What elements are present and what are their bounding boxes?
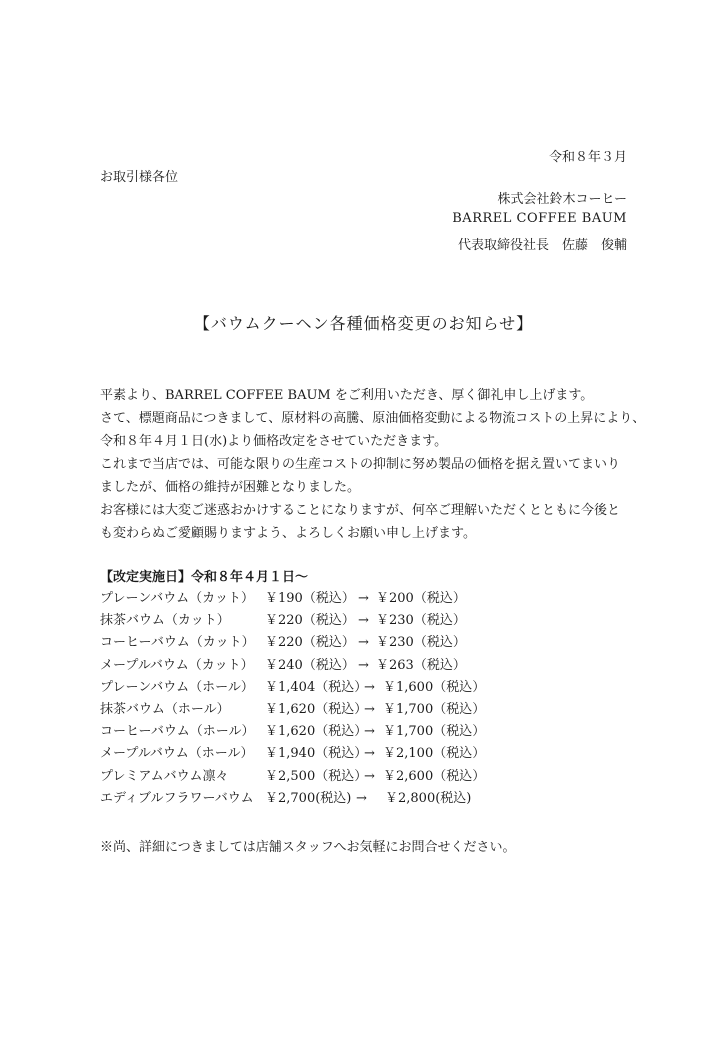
- recipient-line: お取引様各位: [100, 170, 179, 185]
- product-name: コーヒーバウム（カット）: [100, 635, 255, 651]
- price-row: [100, 588, 520, 610]
- sender-representative: 代表取締役社長 佐藤 俊輔: [457, 238, 627, 253]
- schedule-heading: 【改定実施日】令和８年４月１日～: [100, 570, 309, 585]
- body-line: お客様には大変ご迷惑おかけすることになりますが、何卒ご理解いただくとともに今後と: [100, 503, 621, 518]
- old-price: ￥190（税込）: [265, 591, 355, 606]
- body-line: さて、標題商品につきまして、原材料の高騰、原油価格変動による物流コストの上昇により、: [100, 411, 646, 426]
- body-line: 平素より、BARREL COFFEE BAUM をご利用いただき、厚く御礼申し上げます。: [100, 388, 594, 403]
- arrow-icon: →: [358, 635, 369, 651]
- sender-shop-name: BARREL COFFEE BAUM: [452, 211, 627, 226]
- price-row: [100, 766, 520, 788]
- arrow-icon: →: [364, 701, 375, 717]
- old-price: ￥2,700(税込): [265, 790, 352, 806]
- notice-title: 【バウムクーヘン各種価格変更のお知らせ】: [193, 314, 534, 333]
- arrow-icon: →: [358, 613, 369, 629]
- old-price: ￥240（税込）: [265, 657, 355, 673]
- price-row: [100, 721, 520, 743]
- new-price: ￥230（税込）: [376, 613, 466, 629]
- body-line: も変わらぬご愛顧賜りますよう、よろしくお願い申し上げます。: [100, 526, 476, 541]
- new-price: ￥2,600（税込）: [383, 768, 486, 784]
- old-price: ￥1,620（税込）: [265, 724, 368, 740]
- body-line: 令和８年４月１日(水)より価格改定をさせていただきます。: [100, 434, 448, 449]
- notice-body: [100, 384, 646, 545]
- price-list: [100, 588, 520, 810]
- old-price: ￥220（税込）: [265, 613, 355, 629]
- price-row: [100, 655, 520, 677]
- document-date: 令和８年３月: [548, 150, 627, 165]
- new-price: ￥2,100（税込）: [383, 746, 486, 762]
- new-price: ￥200（税込）: [376, 591, 466, 606]
- price-row: [100, 788, 520, 810]
- product-name: 抹茶バウム（カット）: [100, 613, 230, 629]
- new-price: ￥1,700（税込）: [383, 701, 486, 717]
- arrow-icon: →: [358, 657, 369, 673]
- price-row: [100, 743, 520, 765]
- product-name: コーヒーバウム（ホール）: [100, 724, 255, 740]
- sender-company: 株式会社鈴木コーヒー: [497, 192, 627, 207]
- old-price: ￥1,940（税込）: [265, 746, 368, 762]
- old-price: ￥1,620（税込）: [265, 701, 368, 717]
- arrow-icon: →: [364, 679, 375, 695]
- product-name: メープルバウム（カット）: [100, 657, 254, 673]
- body-line: ましたが、価格の維持が困難となりました。: [100, 480, 361, 495]
- footnote: ※尚、詳細につきましては店舗スタッフへお気軽にお問合せください。: [100, 840, 516, 855]
- arrow-icon: →: [364, 768, 375, 784]
- new-price: ￥1,600（税込）: [383, 679, 486, 695]
- arrow-icon: →: [364, 746, 375, 762]
- price-row: [100, 610, 520, 632]
- old-price: ￥1,404（税込）: [265, 679, 368, 695]
- body-line: これまで当店では、可能な限りの生産コストの抑制に努め製品の価格を据え置いてまいり: [100, 457, 621, 472]
- product-name: 抹茶バウム（ホール）: [100, 701, 230, 717]
- new-price: ￥263（税込）: [376, 657, 466, 673]
- product-name: プレーンバウム（ホール）: [100, 679, 254, 695]
- price-row: [100, 677, 520, 699]
- old-price: ￥220（税込）: [265, 635, 355, 651]
- new-price: ￥1,700（税込）: [383, 724, 486, 740]
- arrow-icon: →: [364, 724, 375, 740]
- price-row: [100, 632, 520, 654]
- new-price: ￥230（税込）: [376, 635, 466, 651]
- new-price: ￥2,800(税込): [385, 790, 472, 806]
- price-row: [100, 699, 520, 721]
- old-price: ￥2,500（税込）: [265, 768, 368, 784]
- product-name: エディブルフラワーバウム: [100, 790, 254, 806]
- arrow-icon: →: [358, 591, 369, 606]
- product-name: プレミアムバウム凛々: [100, 768, 229, 784]
- product-name: メープルバウム（ホール）: [100, 746, 254, 762]
- product-name: プレーンバウム（カット）: [100, 591, 255, 606]
- arrow-icon: →: [356, 790, 367, 806]
